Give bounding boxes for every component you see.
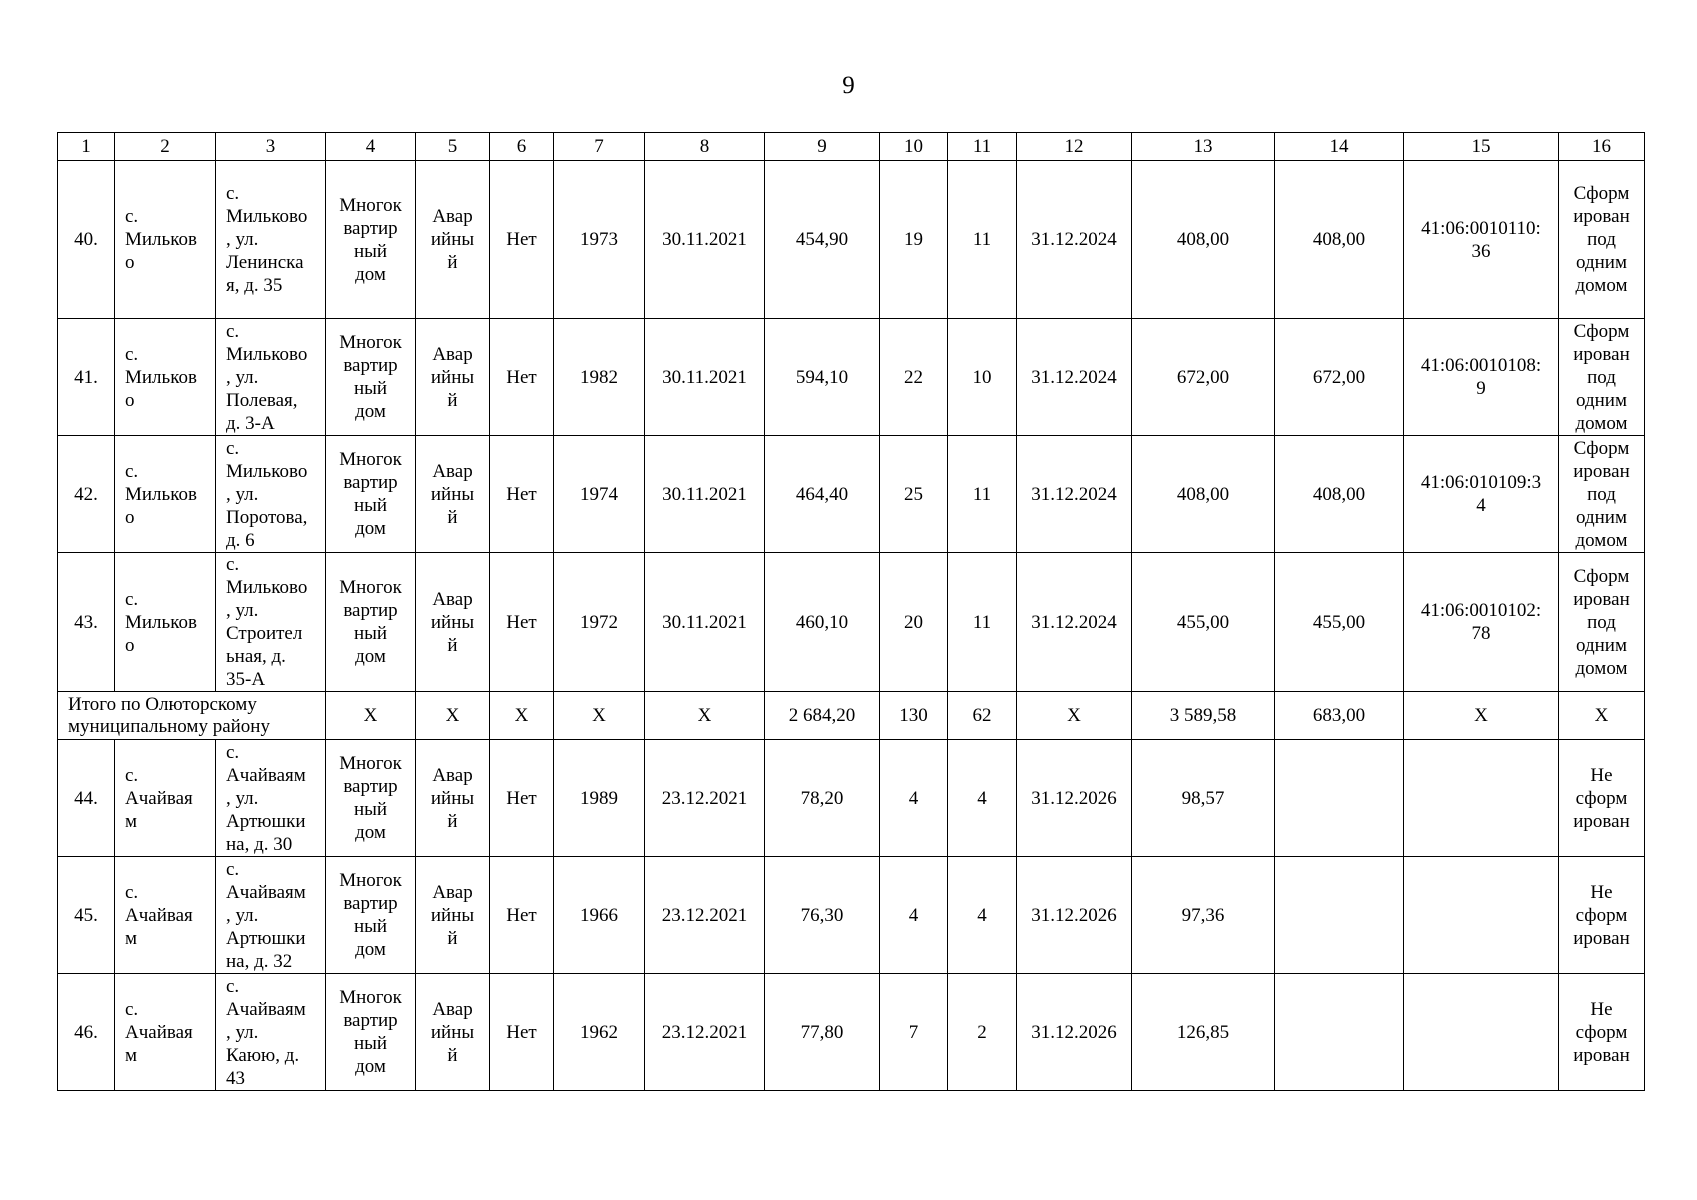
deadline-cell-text: 31.12.2024 — [1031, 611, 1117, 633]
header-cell: 4 — [326, 133, 416, 161]
deadline-cell-text: 31.12.2026 — [1031, 787, 1117, 809]
building-type-cell-text: Многок вартир ный дом — [339, 870, 402, 960]
deadline-cell — [1017, 740, 1132, 857]
value-cell — [1275, 974, 1404, 1091]
deadline-cell — [1017, 974, 1132, 1091]
settlement-cell — [115, 974, 216, 1091]
address-cell — [216, 974, 326, 1091]
status-cell — [416, 857, 490, 974]
total-label-text: Итого по Олюторскому муниципальному району — [68, 693, 270, 737]
apartments-cell — [948, 553, 1017, 692]
land-status-cell — [1559, 740, 1645, 857]
value-cell — [1275, 161, 1404, 319]
cadastral-cell — [1404, 553, 1559, 692]
land-status-cell-text: Не сформ ирован — [1573, 764, 1630, 832]
deadline-cell-text: 31.12.2024 — [1031, 366, 1117, 388]
area-cell-text: 464,40 — [795, 483, 849, 505]
flag-cell — [490, 740, 554, 857]
total-cell — [948, 692, 1017, 740]
residents-cell-text: 20 — [904, 611, 923, 633]
residents-cell — [880, 161, 948, 319]
header-cell: 13 — [1132, 133, 1275, 161]
date-cell — [645, 319, 765, 436]
page-number: 9 — [842, 72, 855, 99]
address-cell-text: с. Мильково , ул. Ленинска я, д. 35 — [226, 183, 308, 296]
cadastral-cell — [1404, 319, 1559, 436]
land-status-cell-text: Не сформ ирован — [1573, 998, 1630, 1066]
year-cell — [554, 161, 645, 319]
settlement-cell-text: с. Мильков о — [125, 343, 197, 411]
land-status-cell-text: Сформ ирован под одним домом — [1573, 565, 1630, 679]
cadastral-cell-text: 41:06:0010110: 36 — [1421, 217, 1541, 262]
settlement-cell-text: с. Мильков о — [125, 460, 197, 528]
building-type-cell-text: Многок вартир ный дом — [339, 577, 402, 667]
date-cell — [645, 553, 765, 692]
date-cell — [645, 161, 765, 319]
date-cell — [645, 740, 765, 857]
total-cell-text: 130 — [899, 704, 928, 726]
row-number — [58, 857, 115, 974]
status-cell — [416, 553, 490, 692]
status-cell-text: Авар ийны й — [430, 588, 475, 656]
building-type-cell — [326, 161, 416, 319]
total-row — [58, 692, 1645, 740]
status-cell — [416, 161, 490, 319]
row-number-text: 46. — [74, 1021, 98, 1043]
address-cell — [216, 319, 326, 436]
settlement-cell — [115, 436, 216, 553]
header-cell: 16 — [1559, 133, 1645, 161]
land-status-cell — [1559, 319, 1645, 436]
header-cell: 9 — [765, 133, 880, 161]
cadastral-cell-text: 41:06:0010102: 78 — [1420, 600, 1542, 644]
deadline-cell — [1017, 436, 1132, 553]
apartments-cell-text: 4 — [977, 904, 987, 926]
total-cell-text: 3 589,58 — [1169, 704, 1237, 726]
residents-cell-text: 4 — [908, 787, 919, 809]
building-type-cell — [326, 553, 416, 692]
table-row — [58, 974, 1645, 1091]
address-cell-text: с. Мильково , ул. Полевая, д. 3-А — [226, 320, 308, 434]
year-cell-text: 1989 — [580, 787, 618, 809]
value-cell-text: 408,00 — [1312, 229, 1366, 250]
value-cell — [1132, 161, 1275, 319]
row-number — [58, 319, 115, 436]
apartments-cell — [948, 436, 1017, 553]
cadastral-cell — [1404, 161, 1559, 319]
apartments-cell — [948, 740, 1017, 857]
total-label — [58, 692, 326, 740]
status-cell — [416, 436, 490, 553]
area-cell — [765, 436, 880, 553]
table-row — [58, 553, 1645, 692]
residents-cell — [880, 974, 948, 1091]
building-type-cell-text: Многок вартир ный дом — [339, 753, 402, 843]
header-cell: 3 — [216, 133, 326, 161]
settlement-cell — [115, 740, 216, 857]
land-status-cell-text: Сформ ирован под одним домом — [1573, 183, 1630, 296]
residents-cell-text: 19 — [904, 229, 923, 250]
area-cell — [765, 161, 880, 319]
area-cell-text: 78,20 — [800, 787, 844, 809]
year-cell-text: 1962 — [580, 1021, 618, 1043]
total-cell-text: Х — [514, 704, 529, 726]
settlement-cell-text: с. Ачайвая м — [125, 881, 193, 949]
table-row — [58, 319, 1645, 436]
area-cell-text: 454,90 — [795, 229, 849, 250]
address-cell — [216, 161, 326, 319]
total-cell-text: 62 — [972, 704, 992, 726]
table-row — [58, 161, 1645, 319]
header-cell: 10 — [880, 133, 948, 161]
total-cell-text: Х — [363, 704, 378, 726]
address-cell — [216, 740, 326, 857]
row-number-text: 44. — [74, 787, 98, 809]
address-cell-text: с. Ачайваям , ул. Каюю, д. 43 — [226, 975, 306, 1089]
header-cell: 14 — [1275, 133, 1404, 161]
value-cell-text: 408,00 — [1176, 229, 1230, 250]
area-cell — [765, 553, 880, 692]
header-cell: 12 — [1017, 133, 1132, 161]
date-cell-text: 30.11.2021 — [662, 366, 747, 388]
total-cell-text: Х — [1067, 704, 1081, 726]
settlement-cell — [115, 319, 216, 436]
building-type-cell-text: Многок вартир ный дом — [339, 987, 402, 1077]
value-cell-text: 672,00 — [1312, 366, 1366, 388]
settlement-cell-text: с. Ачайвая м — [125, 998, 193, 1066]
value-cell — [1132, 553, 1275, 692]
area-cell — [765, 857, 880, 974]
flag-cell — [490, 974, 554, 1091]
land-status-cell-text: Не сформ ирован — [1573, 881, 1630, 949]
address-cell — [216, 436, 326, 553]
flag-cell — [490, 161, 554, 319]
apartments-cell-text: 10 — [972, 366, 992, 388]
residents-cell — [880, 740, 948, 857]
building-type-cell — [326, 974, 416, 1091]
total-cell — [1559, 692, 1645, 740]
address-cell — [216, 857, 326, 974]
status-cell — [416, 974, 490, 1091]
status-cell-text: Авар ийны й — [430, 460, 475, 528]
value-cell — [1275, 740, 1404, 857]
deadline-cell — [1017, 161, 1132, 319]
flag-cell-text: Нет — [506, 787, 537, 809]
header-cell: 8 — [645, 133, 765, 161]
land-status-cell — [1559, 161, 1645, 319]
value-cell — [1275, 319, 1404, 436]
status-cell-text: Авар ийны й — [430, 998, 475, 1066]
year-cell-text: 1973 — [580, 229, 618, 250]
residents-cell — [880, 857, 948, 974]
value-cell — [1132, 740, 1275, 857]
flag-cell-text: Нет — [506, 904, 537, 926]
apartments-cell-text: 4 — [977, 787, 987, 809]
value-cell — [1132, 319, 1275, 436]
apartments-cell — [948, 857, 1017, 974]
cadastral-cell — [1404, 974, 1559, 1091]
table-row — [58, 436, 1645, 553]
residents-cell-text: 25 — [904, 483, 923, 505]
value-cell — [1132, 436, 1275, 553]
address-cell — [216, 553, 326, 692]
settlement-cell-text: с. Ачайвая м — [125, 764, 193, 832]
row-number — [58, 974, 115, 1091]
row-number — [58, 740, 115, 857]
year-cell — [554, 436, 645, 553]
total-cell-text: Х — [1594, 704, 1609, 726]
cadastral-cell-text: 41:06:0010108: 9 — [1420, 355, 1542, 399]
land-status-cell — [1559, 436, 1645, 553]
value-cell-text: 455,00 — [1176, 611, 1230, 633]
header-cell: 15 — [1404, 133, 1559, 161]
value-cell-text: 98,57 — [1181, 787, 1225, 809]
residents-cell — [880, 436, 948, 553]
header-cell: 1 — [58, 133, 115, 161]
total-cell-text: 2 684,20 — [788, 704, 856, 726]
row-number — [58, 436, 115, 553]
building-type-cell-text: Многок вартир ный дом — [339, 194, 402, 285]
cadastral-cell — [1404, 436, 1559, 553]
row-number-text: 40. — [74, 229, 98, 250]
land-status-cell-text: Сформ ирован под одним домом — [1573, 437, 1630, 551]
flag-cell-text: Нет — [506, 611, 537, 633]
value-cell-text: 672,00 — [1176, 366, 1230, 388]
apartments-cell-text: 2 — [977, 1021, 987, 1043]
row-number-text: 45. — [74, 904, 98, 926]
date-cell-text: 30.11.2021 — [662, 611, 747, 633]
flag-cell — [490, 319, 554, 436]
area-cell-text: 594,10 — [795, 366, 849, 388]
status-cell-text: Авар ийны й — [430, 343, 475, 411]
date-cell — [645, 857, 765, 974]
row-number — [58, 553, 115, 692]
value-cell — [1275, 436, 1404, 553]
header-cell: 5 — [416, 133, 490, 161]
apartments-cell-text: 11 — [972, 611, 992, 633]
value-cell-text: 126,85 — [1176, 1021, 1230, 1043]
housing-table — [57, 132, 1645, 1091]
land-status-cell — [1559, 553, 1645, 692]
residents-cell-text: 4 — [908, 904, 919, 926]
value-cell-text: 97,36 — [1181, 904, 1225, 926]
date-cell-text: 23.12.2021 — [661, 787, 748, 809]
deadline-cell — [1017, 319, 1132, 436]
header-cell: 7 — [554, 133, 645, 161]
flag-cell-text: Нет — [506, 229, 537, 250]
date-cell-text: 23.12.2021 — [661, 904, 748, 926]
year-cell — [554, 319, 645, 436]
total-cell-text: Х — [445, 704, 460, 726]
address-cell-text: с. Мильково , ул. Поротова, д. 6 — [226, 437, 308, 551]
apartments-cell — [948, 319, 1017, 436]
address-cell-text: с. Ачайваям , ул. Артюшки на, д. 30 — [226, 741, 306, 855]
total-cell — [326, 692, 416, 740]
deadline-cell — [1017, 553, 1132, 692]
deadline-cell-text: 31.12.2024 — [1031, 483, 1117, 505]
total-cell — [490, 692, 554, 740]
land-status-cell — [1559, 974, 1645, 1091]
year-cell-text: 1966 — [580, 904, 618, 926]
area-cell — [765, 740, 880, 857]
date-cell-text: 30.11.2021 — [662, 229, 747, 250]
flag-cell — [490, 436, 554, 553]
row-number-text: 41. — [74, 366, 98, 388]
building-type-cell — [326, 436, 416, 553]
building-type-cell — [326, 740, 416, 857]
building-type-cell-text: Многок вартир ный дом — [339, 449, 402, 539]
header-cell: 11 — [948, 133, 1017, 161]
settlement-cell-text: с. Мильков о — [125, 206, 197, 273]
header-cell: 2 — [115, 133, 216, 161]
residents-cell-text: 7 — [908, 1021, 919, 1043]
year-cell-text: 1972 — [580, 611, 618, 633]
total-cell — [880, 692, 948, 740]
flag-cell — [490, 857, 554, 974]
land-status-cell — [1559, 857, 1645, 974]
residents-cell — [880, 553, 948, 692]
row-number — [58, 161, 115, 319]
header-row — [58, 133, 1645, 161]
deadline-cell — [1017, 857, 1132, 974]
status-cell — [416, 740, 490, 857]
total-cell-text: Х — [697, 704, 712, 726]
year-cell — [554, 974, 645, 1091]
date-cell — [645, 974, 765, 1091]
flag-cell-text: Нет — [506, 1021, 537, 1043]
deadline-cell-text: 31.12.2024 — [1031, 229, 1117, 250]
date-cell — [645, 436, 765, 553]
year-cell-text: 1974 — [580, 483, 618, 505]
total-cell-text: Х — [592, 704, 606, 726]
area-cell — [765, 319, 880, 436]
apartments-cell-text: 11 — [972, 229, 992, 250]
value-cell — [1132, 857, 1275, 974]
table-row — [58, 740, 1645, 857]
building-type-cell-text: Многок вартир ный дом — [339, 332, 402, 422]
building-type-cell — [326, 319, 416, 436]
table-row — [58, 857, 1645, 974]
cadastral-cell — [1404, 857, 1559, 974]
apartments-cell — [948, 161, 1017, 319]
total-cell — [765, 692, 880, 740]
residents-cell — [880, 319, 948, 436]
residents-cell-text: 22 — [904, 366, 923, 388]
total-cell — [1017, 692, 1132, 740]
total-cell — [645, 692, 765, 740]
flag-cell-text: Нет — [506, 483, 537, 505]
cadastral-cell-text: 41:06:010109:3 4 — [1420, 472, 1542, 516]
value-cell — [1275, 553, 1404, 692]
header-cell: 6 — [490, 133, 554, 161]
row-number-text: 43. — [74, 611, 98, 633]
cadastral-cell — [1404, 740, 1559, 857]
total-cell — [416, 692, 490, 740]
total-cell — [1404, 692, 1559, 740]
settlement-cell — [115, 553, 216, 692]
flag-cell-text: Нет — [506, 366, 537, 388]
total-cell-text: 683,00 — [1312, 704, 1366, 726]
row-number-text: 42. — [74, 483, 98, 505]
status-cell-text: Авар ийны й — [430, 206, 475, 273]
area-cell-text: 77,80 — [800, 1021, 844, 1043]
value-cell — [1275, 857, 1404, 974]
total-cell-text: Х — [1474, 704, 1488, 726]
address-cell-text: с. Ачайваям , ул. Артюшки на, д. 32 — [226, 858, 306, 972]
year-cell — [554, 740, 645, 857]
area-cell — [765, 974, 880, 1091]
settlement-cell-text: с. Мильков о — [125, 588, 197, 656]
building-type-cell — [326, 857, 416, 974]
value-cell-text: 408,00 — [1176, 483, 1230, 505]
area-cell-text: 460,10 — [795, 611, 849, 633]
settlement-cell — [115, 161, 216, 319]
address-cell-text: с. Мильково , ул. Строител ьная, д. 35-А — [226, 554, 308, 690]
deadline-cell-text: 31.12.2026 — [1031, 904, 1117, 926]
year-cell-text: 1982 — [580, 366, 618, 388]
total-cell — [554, 692, 645, 740]
settlement-cell — [115, 857, 216, 974]
year-cell — [554, 553, 645, 692]
status-cell — [416, 319, 490, 436]
area-cell-text: 76,30 — [800, 904, 844, 926]
deadline-cell-text: 31.12.2026 — [1031, 1021, 1117, 1043]
value-cell — [1132, 974, 1275, 1091]
date-cell-text: 23.12.2021 — [661, 1021, 748, 1043]
value-cell-text: 455,00 — [1312, 611, 1366, 633]
total-cell — [1132, 692, 1275, 740]
status-cell-text: Авар ийны й — [430, 881, 475, 949]
date-cell-text: 30.11.2021 — [662, 483, 747, 505]
value-cell-text: 408,00 — [1312, 483, 1366, 505]
apartments-cell — [948, 974, 1017, 1091]
total-cell — [1275, 692, 1404, 740]
year-cell — [554, 857, 645, 974]
apartments-cell-text: 11 — [972, 483, 992, 505]
land-status-cell-text: Сформ ирован под одним домом — [1573, 320, 1630, 434]
flag-cell — [490, 553, 554, 692]
status-cell-text: Авар ийны й — [430, 764, 475, 832]
